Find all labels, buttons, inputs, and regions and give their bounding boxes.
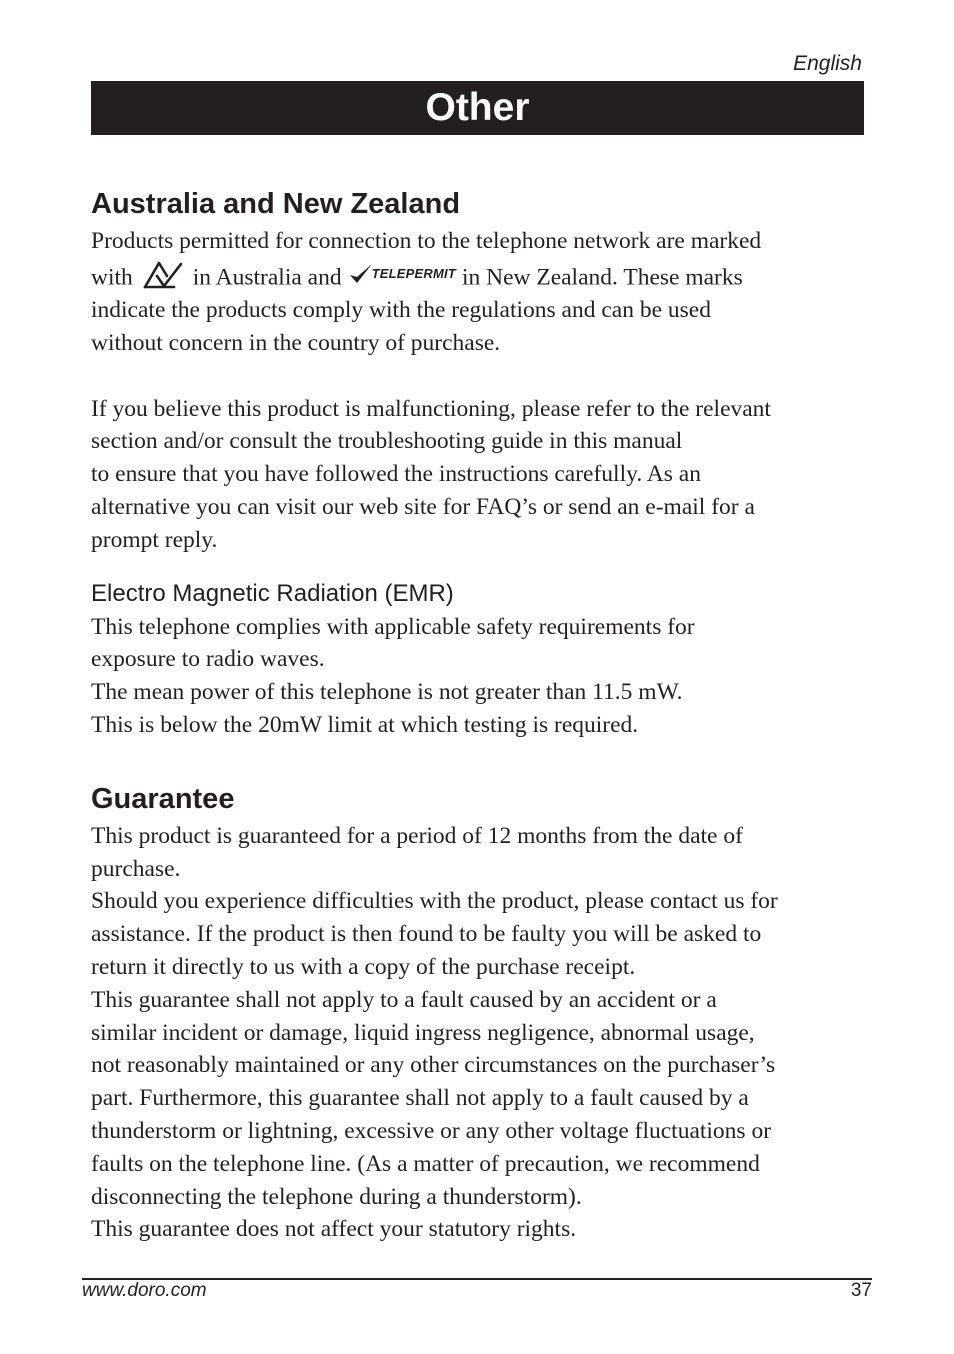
paragraph-emr [91,611,871,742]
text-line: This guarantee does not affect your statutory rights. [91,1216,577,1243]
text-line: faults on the telephone line. (As a matter of precaution, we recommend [91,1150,760,1177]
heading-australia-nz: Australia and New Zealand [91,188,461,220]
heading-guarantee: Guarantee [91,782,235,815]
section-banner: Other [91,81,864,135]
text-fragment: in Australia and [192,264,342,291]
text-line: assistance. If the product is then found to be faulty you will be asked to [91,921,762,948]
text-line: thunderstorm or lightning, excessive or any other voltage fluctuations or [91,1117,772,1144]
language-label: English [793,52,862,75]
text-line: disconnecting the telephone during a thunderstorm). [91,1183,582,1210]
text-fragment: with [91,264,133,291]
text-line: indicate the products comply with the regulations and can be used [91,296,711,323]
telepermit-label: TELEPERMIT [371,265,456,281]
text-line: prompt reply. [91,526,218,553]
text-line: exposure to radio waves. [91,646,325,673]
text-line-with-marks [91,258,871,294]
text-line: part. Furthermore, this guarantee shall not apply to a fault caused by a [91,1085,749,1112]
text-line: Should you experience difficulties with the product, please contact us for [91,888,778,915]
text-fragment: in New Zealand. These marks [461,264,743,291]
text-line: to ensure that you have followed the instructions carefully. As an [91,461,701,488]
text-line: alternative you can visit our web site for FAQ’s or send an e-mail for a [91,493,755,520]
paragraph-gap [91,360,871,393]
paragraph-malfunction [91,393,871,557]
text-line: not reasonably maintained or any other circumstances on the purchaser’s [91,1052,776,1079]
text-line: If you believe this product is malfunctioning, please refer to the relevant [91,395,771,422]
text-line: This is below the 20mW limit at which testing is required. [91,711,639,738]
paragraph-compliance-marks [91,225,871,360]
paragraph-guarantee [91,820,871,1246]
page-content [91,183,871,1246]
telepermit-check-icon [348,261,374,287]
page-number: 37 [850,1280,872,1301]
footer-website: www.doro.com [82,1280,207,1301]
telepermit-mark [348,258,456,291]
text-line: The mean power of this telephone is not greater than 11.5 mW. [91,679,683,706]
text-line: This telephone complies with applicable safety requirements for [91,613,695,640]
text-line: return it directly to us with a copy of the purchase receipt. [91,953,636,980]
text-line: purchase. [91,855,181,882]
text-line: Products permitted for connection to the telephone network are marked [91,228,762,254]
text-line: section and/or consult the troubleshooting guide in this manual [91,428,683,455]
text-line: without concern in the country of purchase. [91,329,501,356]
text-line: similar incident or damage, liquid ingress negligence, abnormal usage, [91,1019,755,1046]
heading-emr: Electro Magnetic Radiation (EMR) [91,579,454,607]
text-line: This product is guaranteed for a period of 12 months from the date of [91,822,743,849]
text-line: This guarantee shall not apply to a fault caused by an accident or a [91,986,717,1013]
rcm-compliance-mark-icon [141,260,185,290]
